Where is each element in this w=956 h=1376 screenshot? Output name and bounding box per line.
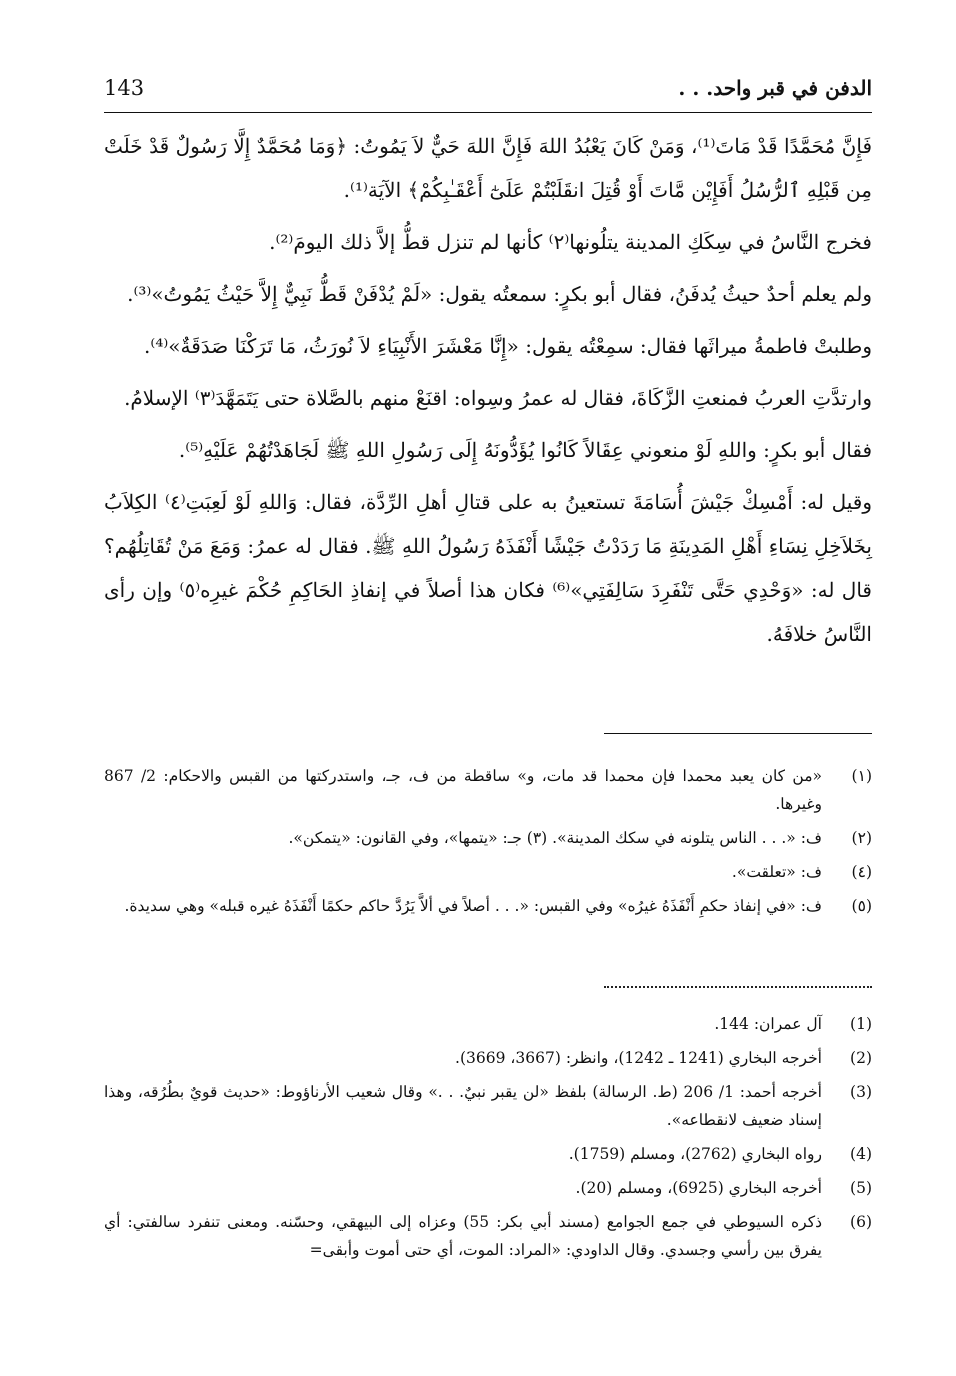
paragraph: وطلبتْ فاطمةُ ميراثَها فقال: سمِعْتُه يقول: «إِنَّا مَعْشَرَ الأَنْبِيَاءِ لاَ نُورَثُ، مَا تَرَكْنَا صَدَقَةٌ»⁽⁴⁾.	[144, 334, 872, 358]
footnote-text: ذكره السيوطي في جمع الجوامع (مسند أبي بكر: 55) وعزاه إلى البيهقي، وحسّنه. ومعنى تنفرد سالفتي: أي يفرق بين رأسي وجسدي. وقال الداودي: «المراد: الموت، أي حتى أموت وأبقى=	[104, 1213, 822, 1259]
footnote	[104, 1010, 872, 1038]
footnote-number: (5)	[850, 1179, 872, 1197]
main-text	[104, 124, 872, 664]
footnote-number: (٥)	[851, 897, 872, 915]
paragraph: وقيل له: أَمْسِكْ جَيْشَ أُسَامَةَ تستعينُ به على قتالِ أهلِ الرِّدَّة، فقال: وَاللهِ لَوْ لَعِبَتِ⁽٤⁾ الكِلاَبُ بِخَلاَخِلِ نِسَاءِ أَهْلِ المَدِينَةِ مَا رَدَدْتُ جَيْشًا أَنْفَذَهُ رَسُولُ اللهِ ﷺ. فقال له عمرُ: وَمَعَ مَنْ تُقَاتِلُهُم؟ قال له: «وَحْدِي حَتَّى تَنْفَرِدَ سَالِفَتِي»⁽⁶⁾ فكان هذا أصلاً في إنفاذِ الحَاكِمِ حُكْمَ غيرِه⁽٥⁾ وإن رأى النَّاسُ خلافَهُ.	[104, 490, 872, 646]
running-title: الدفن في قبر واحد. . .	[678, 76, 872, 100]
footnote	[104, 1078, 872, 1134]
footnote-text: آل عمران: 144.	[714, 1015, 822, 1033]
footnote-text: ف: «. . . الناس يتلونه في سكك المدينة». (٣) جـ: «يتمها»، وفي القانون: «يتمكن».	[288, 829, 822, 847]
footnote-dotted-separator	[604, 986, 872, 988]
footnote	[104, 762, 872, 818]
footnote-text: ف: «تعلقت».	[731, 863, 822, 881]
footnote-text: أخرجه أحمد: 1/ 206 (ط. الرسالة) بلفظ «لن يقبر نبيٌ. . .» وقال شعيب الأرناؤوط: «حديث قويٌ بطُرُقه، وهذا إسناد ضعيف لانقطاعه».	[104, 1083, 822, 1129]
footnote-number: (6)	[850, 1213, 872, 1231]
footnote	[104, 1140, 872, 1168]
footnote	[104, 824, 872, 852]
footnote-text: أخرجه البخاري (1241 ـ 1242)، وانظر: (3667، 3669).	[455, 1049, 822, 1067]
footnote	[104, 858, 872, 886]
paragraph: فخرج النَّاسُ في سِكَكِ المدينة يتلُونها⁽٢⁾ كأنها لم تنزل قطُّ إلاَّ ذلك اليومَ⁽²⁾.	[269, 230, 872, 254]
page-number: 143	[104, 76, 145, 100]
footnote	[104, 1208, 872, 1264]
footnote	[104, 1174, 872, 1202]
footnote-number: (2)	[850, 1049, 872, 1067]
footnote-number: (3)	[850, 1083, 872, 1101]
footnote-text: أخرجه البخاري (6925)، ومسلم (20).	[575, 1179, 822, 1197]
paragraph: فقال أبو بكرٍ: واللهِ لَوْ منعوني عِقَالاً كَانُوا يُؤَدُّونَهُ إِلَى رَسُولِ اللهِ ﷺ لَجَاهَدْتُهُمْ عَلَيْهِ⁽⁵⁾.	[178, 438, 872, 462]
paragraph: وارتدَّتِ العربُ فمنعتِ الزَّكَاةَ، فقال له عمرُ وسِواه: اقنَعْ منهم بالصَّلاة حتى يَتَمَهَّدَ⁽٣⁾ الإسلامُ.	[124, 386, 872, 410]
header-rule	[104, 112, 872, 113]
variant-footnotes	[104, 762, 872, 926]
source-footnotes	[104, 1010, 872, 1270]
footnote	[104, 1044, 872, 1072]
footnote-number: (١)	[851, 767, 872, 785]
paragraph: ولم يعلم أحدٌ حيثُ يُدفَنُ، فقال أبو بكرٍ: سمعتُه يقول: «لَمْ يُدْفَنْ قَطُّ نَبِيٌّ إِلاَّ حَيْثُ يَمُوتُ»⁽³⁾.	[127, 282, 872, 306]
footnote-number: (4)	[850, 1145, 872, 1163]
page-header	[104, 76, 872, 110]
footnote-text: ف: «في إنفاذ حكمِ أَنْفَذَهُ غيرُه» وفي القبس: «. . . أصلاً في ألاَّ يَرُدَّ حاكم حكمًا أَنْفَذَهُ غيره قبله» وهي سديدة.	[124, 897, 822, 915]
footnote-text: رواه البخاري (2762)، ومسلم (1759).	[568, 1145, 822, 1163]
footnote	[104, 892, 872, 920]
footnote-rule	[604, 733, 872, 734]
footnote-text: «من كان يعبد محمدا فإن محمدا قد مات، و» ساقطة من ف، جـ، واستدركتها من القبس والاحكام: 2/ 867 وغيرها.	[104, 767, 822, 813]
footnote-number: (1)	[850, 1015, 872, 1033]
footnote-number: (٢)	[851, 829, 872, 847]
footnote-number: (٤)	[851, 863, 872, 881]
paragraph: فَإِنَّ مُحَمَّدًا قَدْ مَاتَ⁽¹⁾، وَمَنْ كَانَ يَعْبُدُ اللهَ فَإِنَّ اللهَ حَيٌّ لاَ يَمُوتُ: ﴿وَمَا مُحَمَّدٌ إِلَّا رَسُولٌ قَدْ خَلَتْ مِن قَبْلِهِ ٱلرُّسُلُ أَفَإِيْن مَّاتَ أَوْ قُتِلَ انقَلَبْتُمْ عَلَىٰٓ أَعْقَـٰبِكُمْ﴾ الآيَة⁽¹⁾.	[104, 134, 873, 202]
